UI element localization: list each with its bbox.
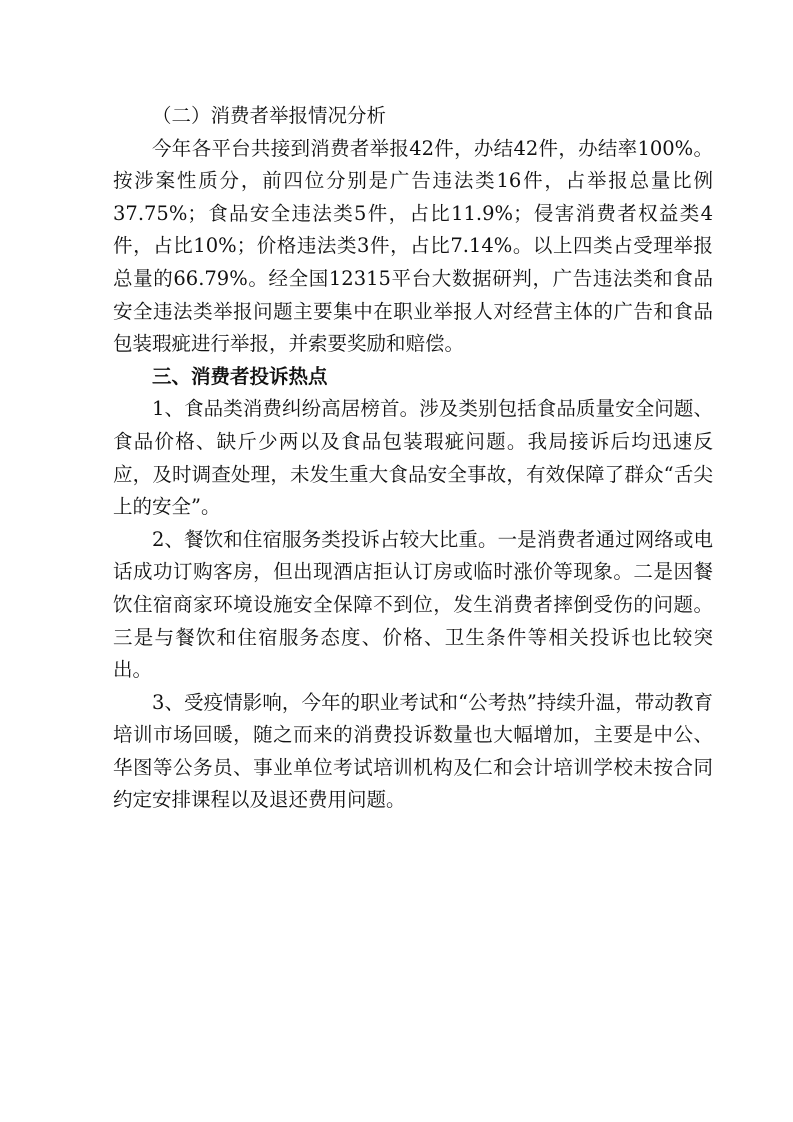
paragraph-hotspot-food: 1、食品类消费纠纷高居榜首。涉及类别包括食品质量安全问题、食品价格、缺斤少两以及食品包装瑕疵问题。我局接诉后均迅速反应，及时调查处理，未发生重大食品安全事故，有效保障了群众“舌尖上的安全”。 [113,397,713,519]
document-body [113,100,713,817]
paragraph-hotspot-education-training: 3、受疫情影响，今年的职业考试和“公考热”持续升温，带动教育培训市场回暖，随之而来的消费投诉数量也大幅增加，主要是中公、华图等公务员、事业单位考试培训机构及仁和会计培训学校未按合同约定安排课程以及退还费用问题。 [113,690,713,812]
paragraph-hotspot-catering-lodging: 2、餐饮和住宿服务类投诉占较大比重。一是消费者通过网络或电话成功订购客房，但出现酒店拒认订房或临时涨价等现象。二是因餐饮住宿商家环境设施安全保障不到位，发生消费者摔倒受伤的问题。三是与餐饮和住宿服务态度、价格、卫生条件等相关投诉也比较突出。 [113,527,713,682]
section-heading-complaint-reports: （二）消费者举报情况分析 [152,104,387,127]
section-heading-complaint-hotspots: 三、消费者投诉热点 [152,364,328,388]
paragraph-report-analysis: 今年各平台共接到消费者举报42件，办结42件，办结率100%。按涉案性质分，前四位分别是广告违法类16件，占举报总量比例37.75%；食品安全违法类5件，占比11.9%；侵害消费者权益类4件，占比10%；价格违法类3件，占比7.14%。以上四类占受理举报总量的66.79%。经全国12315平台大数据研判，广告违法类和食品安全违法类举报问题主要集中在职业举报人对经营主体的广告和食品包装瑕疵进行举报，并索要奖励和赔偿。 [113,136,713,356]
